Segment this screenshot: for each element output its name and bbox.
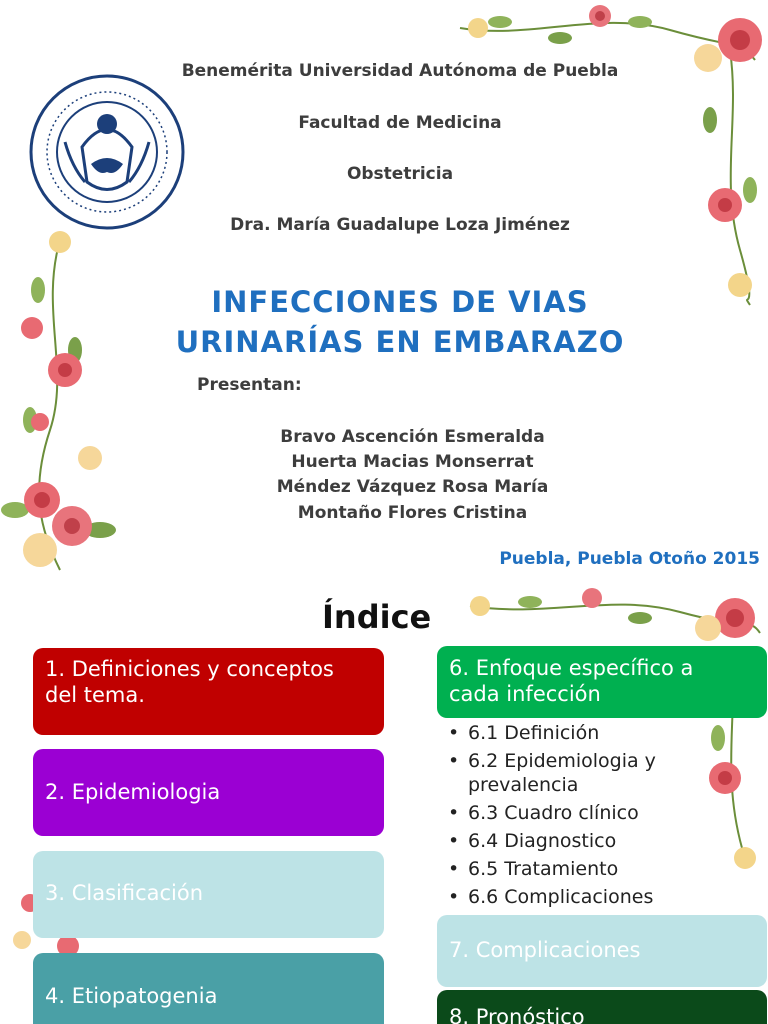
presenter-name: Bravo Ascención Esmeralda xyxy=(280,427,545,447)
subitem[interactable]: • 6.5 Tratamiento xyxy=(448,858,619,880)
bullet-icon: • xyxy=(448,830,460,852)
bullet-icon: • xyxy=(448,886,460,908)
presenter-name: Huerta Macias Monserrat xyxy=(291,452,534,472)
bullet-icon: • xyxy=(448,722,460,744)
subitems-list xyxy=(446,721,736,913)
index-item-label: 7. Complicaciones xyxy=(449,938,641,962)
index-item-label: 3. Clasificación xyxy=(45,881,204,905)
index-item-complicaciones[interactable] xyxy=(437,915,767,987)
place-date: Puebla, Puebla Otoño 2015 xyxy=(499,549,760,569)
index-item-label: 4. Etiopatogenia xyxy=(45,984,218,1008)
index-item-label: del tema. xyxy=(45,683,145,707)
subitem[interactable]: • 6.4 Diagnostico xyxy=(448,830,617,852)
index-item-label: 6. Enfoque específico a xyxy=(449,656,694,680)
title-line-1: INFECCIONES DE VIAS xyxy=(211,285,589,319)
index-item-definiciones[interactable] xyxy=(33,648,384,735)
index-slide xyxy=(0,588,768,1024)
title-line-2: URINARÍAS EN EMBARAZO xyxy=(175,325,625,359)
presenters-label: Presentan: xyxy=(197,375,302,395)
university-name: Benemérita Universidad Autónoma de Puebla xyxy=(181,61,619,81)
index-item-label: 1. Definiciones y conceptos xyxy=(45,657,334,681)
index-title: Índice xyxy=(322,598,432,636)
index-item-label: cada infección xyxy=(449,682,601,706)
bullet-icon: • xyxy=(448,750,460,772)
index-item-enfoque[interactable] xyxy=(437,646,767,718)
presenter-name: Montaño Flores Cristina xyxy=(297,503,528,523)
university-seal-icon xyxy=(27,72,187,232)
subject-name: Obstetricia xyxy=(346,164,454,184)
subitems-container xyxy=(437,718,737,914)
bullet-icon: • xyxy=(448,802,460,824)
bullet-icon: • xyxy=(448,858,460,880)
index-item-clasificacion[interactable] xyxy=(33,851,384,938)
subitem[interactable]: • 6.6 Complicaciones xyxy=(448,886,654,908)
index-item-label: 8. Pronóstico xyxy=(449,1005,585,1024)
subitem[interactable]: • 6.3 Cuadro clínico xyxy=(448,802,639,824)
presentation-title xyxy=(100,282,700,362)
faculty-name: Facultad de Medicina xyxy=(298,113,502,133)
index-item-etiopatogenia[interactable] xyxy=(33,953,384,1024)
flower-garland-top-right xyxy=(440,0,768,310)
subitem[interactable]: • 6.2 Epidemiologia y prevalencia xyxy=(448,750,656,796)
subitem[interactable]: • 6.1 Definición xyxy=(448,722,600,744)
index-item-epidemiologia[interactable] xyxy=(33,749,384,836)
index-item-pronostico[interactable] xyxy=(437,990,767,1024)
index-item-label: 2. Epidemiologia xyxy=(45,780,221,804)
presenter-name: Méndez Vázquez Rosa María xyxy=(276,477,549,497)
teacher-name: Dra. María Guadalupe Loza Jiménez xyxy=(230,215,570,235)
